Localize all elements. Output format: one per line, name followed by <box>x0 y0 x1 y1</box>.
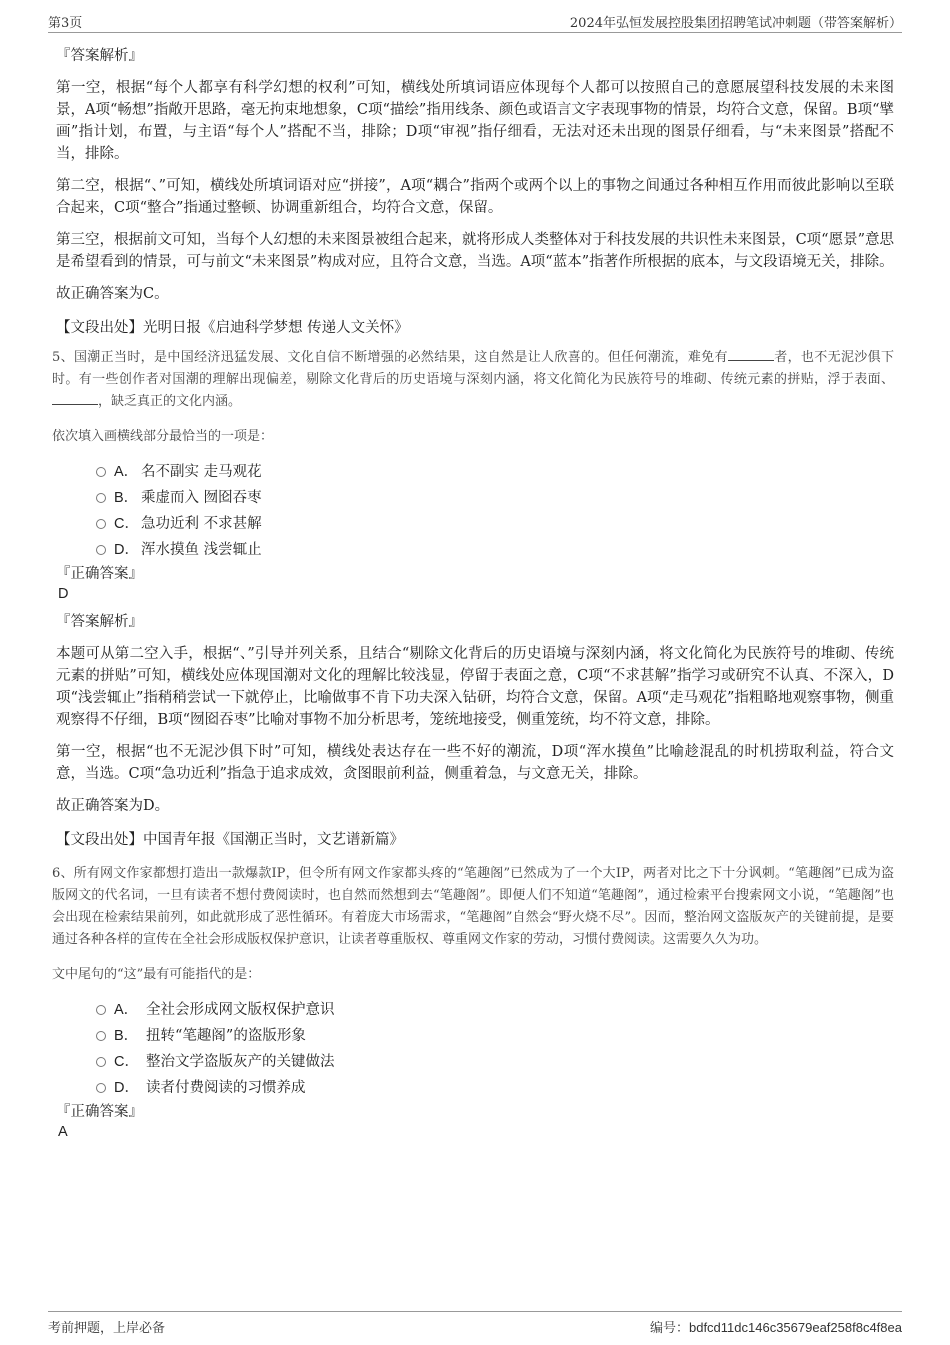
question-5-prompt: 依次填入画横线部分最恰当的一项是： <box>52 429 274 444</box>
option-d[interactable]: D． 读者付费阅读的习惯养成 <box>96 1075 894 1101</box>
question-6-stem: 6、所有网文作家都想打造出一款爆款IP，但令所有网文作家都头疼的“笔趣阁”已然成为了一个大IP，两者对比之下十分讽刺。“笔趣阁”已成为盗版网文的代名词，一旦有读者不想付费阅读时，也自然而然想到去“笔趣阁”。即便人们不知道“笔趣阁”，通过检索平台搜索网文小说，“笔趣阁”也会出现在检索结果前列，如此就形成了恶性循环。有着庞大市场需求，“笔趣阁”自然会“野火烧不尽”。因而，整治网文盗版灰产的关键前提，是要通过各种各样的宣传在全社会形成版权保护意识，让读者尊重版权、尊重网文作家的劳动，习惯付费阅读。这需要久久为功。 <box>52 866 894 947</box>
option-b[interactable]: B． 乘虚而入 囫囵吞枣 <box>96 485 894 511</box>
option-b[interactable]: B． 扭转“笔趣阁”的盗版形象 <box>96 1023 894 1049</box>
correct-answer-label: 『正确答案』 <box>56 566 143 582</box>
fill-blank <box>728 348 774 361</box>
radio-button[interactable] <box>96 1083 106 1093</box>
option-a[interactable]: A． 全社会形成网文版权保护意识 <box>96 997 894 1023</box>
answer-conclusion: 故正确答案为C。 <box>56 286 169 302</box>
correct-answer: D <box>58 586 69 602</box>
radio-button[interactable] <box>96 1031 106 1041</box>
page-header <box>48 10 902 33</box>
answer-conclusion: 故正确答案为D。 <box>56 798 170 814</box>
analysis-paragraph: 本题可从第二空入手，根据“、”引导并列关系，且结合“剔除文化背后的历史语境与深刻内涵，将文化简化为民族符号的堆砌、传统元素的拼贴”可知，横线处应体现国潮对文化的理解比较浅显，停留于表面之意，C项“不求甚解”指学习或研究不认真、不深入，D项“浅尝辄止”指稍稍尝试一下就停止，比喻做事不肯下功夫深入钻研，均符合文意，保留。A项“走马观花”指粗略地观察事物，侧重观察得不仔细，B项“囫囵吞枣”比喻对事物不加分析思考，笼统地接受，侧重笼统，均不符文意，排除。 <box>56 646 894 728</box>
passage-source: 【文段出处】中国青年报《国潮正当时，文艺谱新篇》 <box>56 832 404 848</box>
option-c[interactable]: C． 急功近利 不求甚解 <box>96 511 894 537</box>
analysis-paragraph: 第一空，根据“也不无泥沙俱下时”可知，横线处表达存在一些不好的潮流，D项“浑水摸鱼”比喻趁混乱的时机捞取利益，符合文意，当选。C项“急功近利”指急于追求成效，贪图眼前利益，侧重着急，与文意无关，排除。 <box>56 744 894 782</box>
question-6-prompt: 文中尾句的“这”最有可能指代的是： <box>52 967 261 982</box>
analysis-paragraph: 第一空，根据“每个人都享有科学幻想的权利”可知，横线处所填词语应体现每个人都可以按照自己的意愿展望科技发展的未来图景，A项“畅想”指敞开思路，毫无拘束地想象，C项“描绘”指用线条、颜色或语言文字表现事物的情景，均符合文意，保留。B项“擘画”指计划，布置，与主语“每个人”搭配不当，排除；D项“审视”指仔细看，无法对还未出现的图景仔细看，与“未来图景”搭配不当，排除。 <box>56 80 894 162</box>
analysis-paragraph: 第三空，根据前文可知，当每个人幻想的未来图景被组合起来，就将形成人类整体对于科技发展的共识性未来图景，C项“愿景”意思是希望看到的情景，可与前文“未来图景”构成对应，且符合文意，当选。A项“蓝本”指著作所根据的底本，与文段语境无关，排除。 <box>56 232 894 270</box>
document-id: 编号：bdfcd11dc146c35679eaf258f8c4f8ea <box>649 1320 902 1335</box>
radio-button[interactable] <box>96 1005 106 1015</box>
option-c[interactable]: C． 整治文学盗版灰产的关键做法 <box>96 1049 894 1075</box>
document-title: 2024年弘恒发展控股集团招聘笔试冲刺题（带答案解析） <box>569 16 902 31</box>
page-footer <box>48 1311 902 1336</box>
fill-blank <box>52 392 98 405</box>
page-number: 第3页 <box>48 16 83 31</box>
radio-button[interactable] <box>96 493 106 503</box>
question-5-stem: 5、国潮正当时，是中国经济迅猛发展、文化自信不断增强的必然结果，这自然是让人欣喜的。但任何潮流，难免有 者，也不无泥沙俱下时。有一些创作者对国潮的理解出现偏差，剔除文化背后的历史语境与深刻内涵，将文化简化为民族符号的堆砌、传统元素的拼贴，浮于表面、，缺乏真正的文化内涵。 <box>52 350 894 409</box>
analysis-paragraph: 第二空，根据“、”可知，横线处所填词语对应“拼接”，A项“耦合”指两个或两个以上的事物之间通过各种相互作用而彼此影响以至联合起来，C项“整合”指通过整顿、协调重新组合，均符合文意，保留。 <box>56 178 894 216</box>
passage-source: 【文段出处】光明日报《启迪科学梦想 传递人文关怀》 <box>56 320 409 336</box>
analysis-label: 『答案解析』 <box>56 48 143 64</box>
correct-answer-label: 『正确答案』 <box>56 1104 143 1120</box>
option-d[interactable]: D． 浑水摸鱼 浅尝辄止 <box>96 537 894 563</box>
radio-button[interactable] <box>96 467 106 477</box>
radio-button[interactable] <box>96 519 106 529</box>
document-body <box>52 45 894 1149</box>
option-a[interactable]: A． 名不副实 走马观花 <box>96 459 894 485</box>
radio-button[interactable] <box>96 545 106 555</box>
correct-answer: A <box>58 1124 68 1140</box>
analysis-label: 『答案解析』 <box>56 614 143 630</box>
footer-slogan: 考前押题，上岸必备 <box>48 1321 166 1336</box>
radio-button[interactable] <box>96 1057 106 1067</box>
